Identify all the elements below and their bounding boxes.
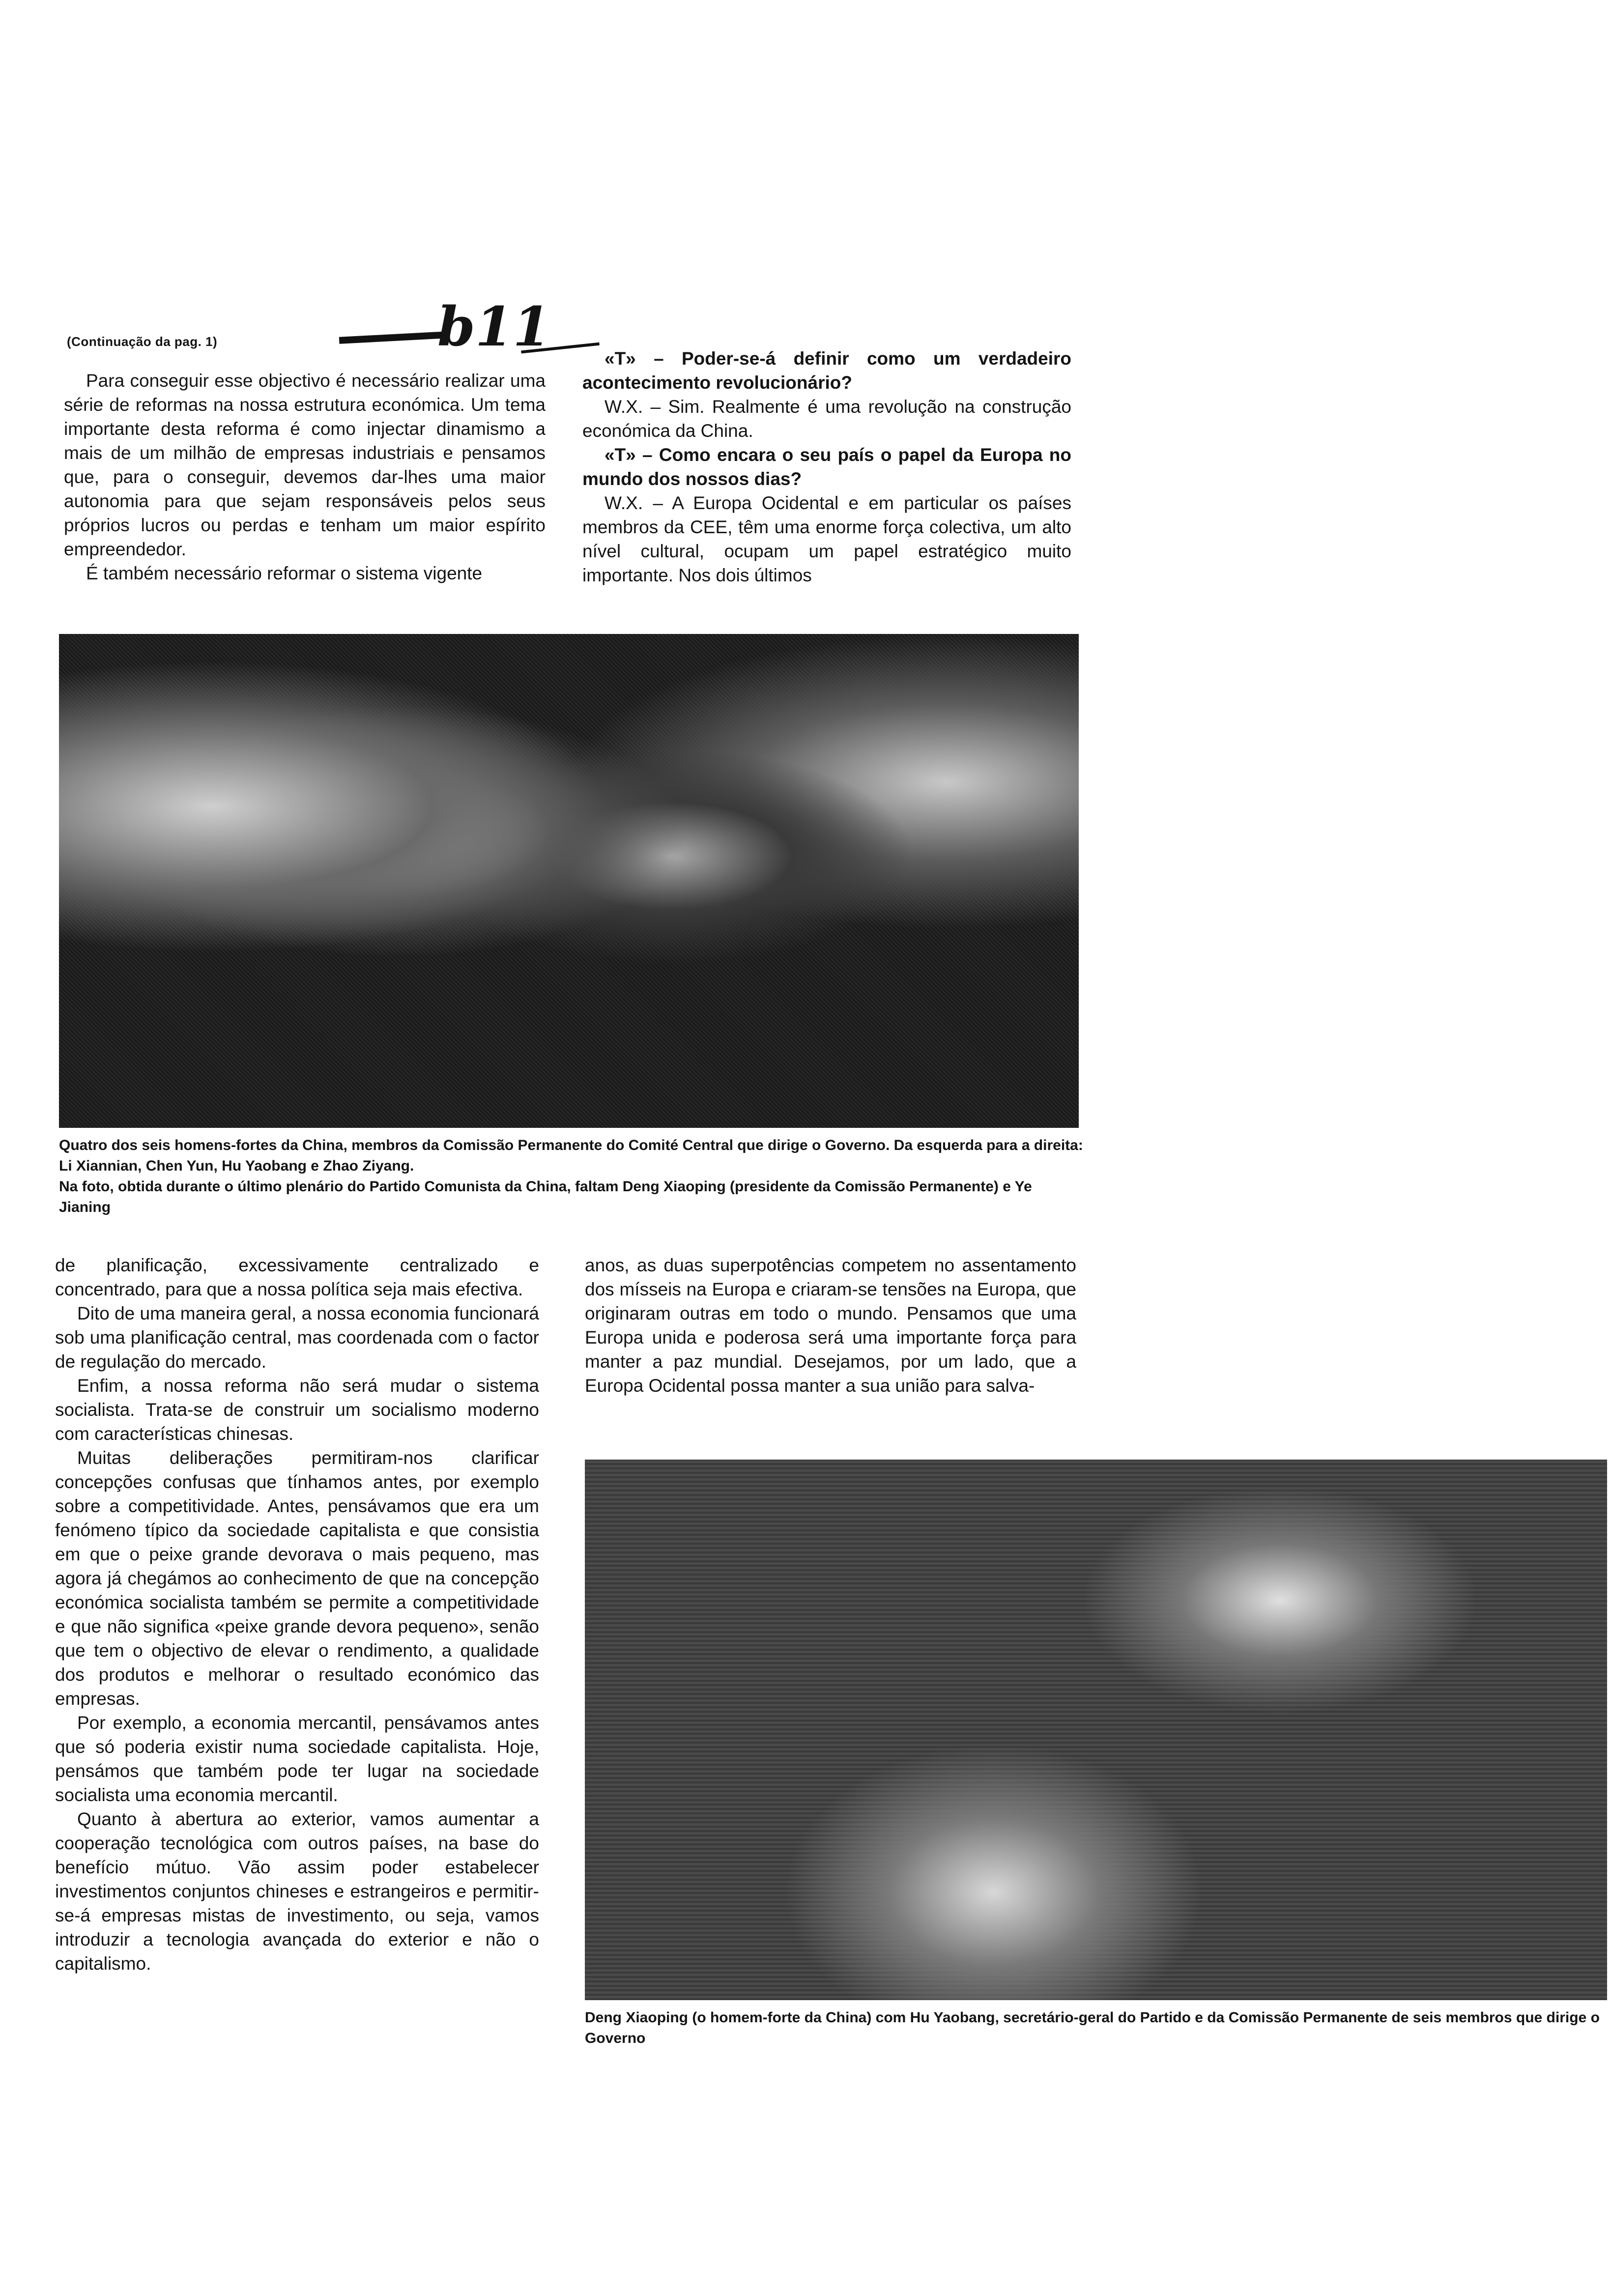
paragraph: Dito de uma maneira geral, a nossa economia funcionará sob uma planificação central, mas coordenada com o factor de regulação do mercado. xyxy=(55,1303,539,1372)
paragraph: Por exemplo, a economia mercantil, pensávamos antes que só poderia existir numa sociedade capitalista. Hoje, pensámos que também pode ter lugar na sociedade socialista uma economia mercantil. xyxy=(55,1713,539,1805)
photo-deng-xiaoping xyxy=(585,1460,1607,2000)
continuation-reference: (Continuação da pag. 1) xyxy=(67,334,218,349)
paragraph: Quanto à abertura ao exterior, vamos aumentar a cooperação tecnológica com outros países, na base do benefício mútuo. Vão assim poder estabelecer investimentos conjuntos chineses e estrangeiros e permitir-se-á empresas mistas de investimento, ou seja, vamos introduzir a tecnologia avançada do exterior e não o capitalismo. xyxy=(55,1809,539,1974)
caption-line: Quatro dos seis homens-fortes da China, membros da Comissão Permanente do Comité Central que dirige o Governo. Da esquerda para a direita: Li Xiannian, Chen Yun, Hu Yaobang e Zhao Ziyang. xyxy=(59,1137,1083,1174)
top-left-column xyxy=(64,369,546,585)
caption-line: Na foto, obtida durante o último plenário do Partido Comunista da China, faltam Deng Xiaoping (presidente da Comissão Permanente) e Ye Jianing xyxy=(59,1178,1032,1215)
photo-caption xyxy=(585,2008,1607,2049)
paragraph: Muitas deliberações permitiram-nos clarificar concepções confusas que tínhamos antes, por exemplo sobre a competitividade. Antes, pensávamos que era um fenómeno típico da sociedade capitalista e que consistia em que o peixe grande devorava o mais pequeno, mas agora já chegámos ao conhecimento de que na concepção económica socialista também se permite a competitividade e que não significa «peixe grande devora pequeno», senão que tem o objectivo de elevar o rendimento, a qualidade dos produtos e melhorar o resultado económico das empresas. xyxy=(55,1448,539,1709)
bottom-left-column xyxy=(55,1253,539,1976)
handwritten-stroke xyxy=(339,331,447,344)
paragraph: de planificação, excessivamente centralizado e concentrado, para que a nossa política seja mais efectiva. xyxy=(55,1255,539,1299)
paragraph: É também necessário reformar o sistema vigente xyxy=(86,563,483,583)
caption-line: Deng Xiaoping (o homem-forte da China) com Hu Yaobang, secretário-geral do Partido e da Comissão Permanente de seis membros que dirige o Governo xyxy=(585,2009,1600,2046)
paragraph: Enfim, a nossa reforma não será mudar o sistema socialista. Trata-se de construir um socialismo moderno com características chinesas. xyxy=(55,1376,539,1444)
bottom-right-column xyxy=(585,1253,1076,1398)
photo-chinese-leaders xyxy=(59,634,1079,1128)
interview-question: «T» – Poder-se-á definir como um verdadeiro acontecimento revolucionário? xyxy=(582,348,1071,393)
handwritten-mark: b11 xyxy=(437,295,550,358)
top-right-column xyxy=(582,346,1071,587)
paragraph: Para conseguir esse objectivo é necessário realizar uma série de reformas na nossa estrutura económica. Um tema importante desta reforma é como injectar dinamismo a mais de um milhão de empresas industriais e pensamos que, para o conseguir, devemos dar-lhes uma maior autonomia para que sejam responsáveis pelos seus próprios lucros ou perdas e tenham um maior espírito empreendedor. xyxy=(64,371,546,559)
interview-answer: W.X. – A Europa Ocidental e em particular os países membros da CEE, têm uma enorme força colectiva, um alto nível cultural, ocupam um papel estratégico muito importante. Nos dois últimos xyxy=(582,493,1071,585)
photo-caption xyxy=(59,1135,1086,1218)
interview-answer: W.X. – Sim. Realmente é uma revolução na construção económica da China. xyxy=(582,397,1071,441)
paragraph: anos, as duas superpotências competem no assentamento dos mísseis na Europa e criaram-se tensões na Europa, que originaram outras em todo o mundo. Pensamos que uma Europa unida e poderosa será uma importante força para manter a paz mundial. Desejamos, por um lado, que a Europa Ocidental possa manter a sua união para salva- xyxy=(585,1255,1076,1396)
interview-question: «T» – Como encara o seu país o papel da Europa no mundo dos nossos dias? xyxy=(582,445,1071,489)
